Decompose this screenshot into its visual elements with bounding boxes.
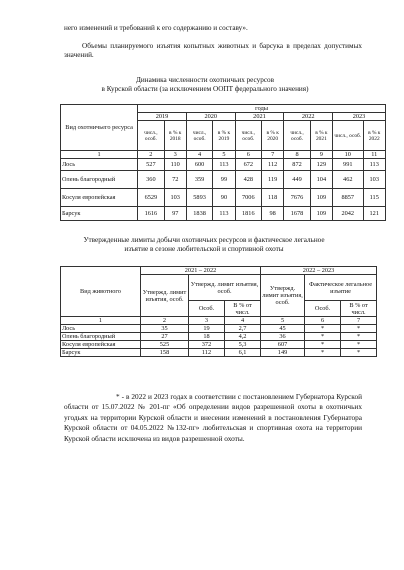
table1-subheader: числ., особ. xyxy=(235,121,261,151)
table2-species-header: Вид животного xyxy=(61,267,141,317)
intro-paragraph: Объемы планируемого изъятия копытных животных и барсука в пределах допустимых значений. xyxy=(64,42,362,60)
table2-cell: 372 xyxy=(189,341,225,349)
table2-cell: 6,1 xyxy=(225,349,261,357)
table2-osob-header: Особ. xyxy=(305,301,341,317)
table1-cell: 109 xyxy=(310,207,332,221)
table1-year: 2019 xyxy=(138,113,187,121)
table2-actual-header: Фактическое легальное изъятие xyxy=(305,275,377,301)
table1-cell: 991 xyxy=(333,159,363,171)
table1-year: 2021 xyxy=(235,113,284,121)
table2-row xyxy=(61,333,377,341)
table2-cell: * xyxy=(341,349,377,357)
table1-row xyxy=(61,207,386,221)
table1-year: 2020 xyxy=(186,113,235,121)
table1-species-cell: Лось xyxy=(61,159,138,171)
table2-title-line2: изъятие в сезоне любительской и спортивной охоты xyxy=(124,245,284,254)
table1-cell: 10 xyxy=(333,151,363,159)
table1-cell: 113 xyxy=(363,159,386,171)
table2-cell: 6 xyxy=(305,317,341,325)
table1-cell: 360 xyxy=(138,171,164,189)
table2-cell: * xyxy=(305,341,341,349)
table2-cell: * xyxy=(341,333,377,341)
table1-cell: 872 xyxy=(284,159,310,171)
table1-cell: 104 xyxy=(310,171,332,189)
table1-cell: 3 xyxy=(164,151,186,159)
table1-cell: 119 xyxy=(262,171,284,189)
table1-cell: 7676 xyxy=(284,189,310,207)
table2-cell: 35 xyxy=(141,325,189,333)
table1-subheader: в % к 2018 xyxy=(164,121,186,151)
limits-table xyxy=(60,266,377,357)
table2-cell: 4 xyxy=(225,317,261,325)
table2-cell: 149 xyxy=(261,349,305,357)
table1-subheader: в % к 2019 xyxy=(213,121,235,151)
table1-cell: 2 xyxy=(138,151,164,159)
table1-subheader: числ., особ. xyxy=(284,121,310,151)
table1-species-cell: Косуля европейская xyxy=(61,189,138,207)
table1-cell: 527 xyxy=(138,159,164,171)
table2-taken-header: Утвержд. лимит изъятия, особ. xyxy=(189,275,261,301)
table2-limit-header: Утвержд. лимит изъятия, особ. xyxy=(141,275,189,317)
table2-cell: * xyxy=(305,349,341,357)
table1-subheader: в % к 2022 xyxy=(363,121,386,151)
table2-cell: 3 xyxy=(189,317,225,325)
table2-title-line1: Утвержденные лимиты добычи охотничьих ресурсов и фактическое легальное xyxy=(83,236,325,244)
table1-cell: 6 xyxy=(235,151,261,159)
table1-cell: 1816 xyxy=(235,207,261,221)
table1-cell: 462 xyxy=(333,171,363,189)
table1-cell: 72 xyxy=(164,171,186,189)
table1-cell: 600 xyxy=(186,159,212,171)
table2-number-row xyxy=(61,317,377,325)
table1-cell: 115 xyxy=(363,189,386,207)
table1-cell: 121 xyxy=(363,207,386,221)
table2-title xyxy=(34,236,374,254)
table1-subheader: числ., особ. xyxy=(333,121,363,151)
table1-year: 2022 xyxy=(284,113,333,121)
table2-cell: * xyxy=(305,333,341,341)
table1-cell: 11 xyxy=(363,151,386,159)
table2-cell: 19 xyxy=(189,325,225,333)
table1-row xyxy=(61,159,386,171)
table2-cell: 2,7 xyxy=(225,325,261,333)
table2-cell: 27 xyxy=(141,333,189,341)
table1-title-line1: Динамика численности охотничьих ресурсов xyxy=(135,76,275,84)
table2-cell: 5,3 xyxy=(225,341,261,349)
table1-cell: 7006 xyxy=(235,189,261,207)
table2-limit-header: Утвержд. лимит изъятия, особ. xyxy=(261,275,305,317)
table1-cell: 113 xyxy=(213,159,235,171)
table1-title xyxy=(40,76,370,94)
footnote: * - в 2022 и 2023 годах в соответствии с постановлением Губернатора Курской области от 15.07.2022 № 201-пг «Об определении видов разрешенной охоты в охотничьих угодьях на территории Курской области и внесении изменений в постановления Губернатора Курской области от 04.05.2022 №132-пг» любительская и спортивная охота на территории Курской области исключена из видов разрешенной охоты. xyxy=(64,392,362,443)
table2-row xyxy=(61,349,377,357)
table1-cell: 5893 xyxy=(186,189,212,207)
table1-cell: 672 xyxy=(235,159,261,171)
table2-cell: 36 xyxy=(261,333,305,341)
table1-cell: 110 xyxy=(164,159,186,171)
table1-cell: 5 xyxy=(213,151,235,159)
table1-cell: 7 xyxy=(262,151,284,159)
table1-cell: 1838 xyxy=(186,207,212,221)
table1-year: 2023 xyxy=(333,113,386,121)
table1-cell: 1 xyxy=(61,151,138,159)
table1-title-line2: в Курской области (за исключением ООПТ федерального значения) xyxy=(101,85,309,94)
table1-cell: 9 xyxy=(310,151,332,159)
table1-cell: 113 xyxy=(213,207,235,221)
table2-cell: 4,2 xyxy=(225,333,261,341)
table1-cell: 1678 xyxy=(284,207,310,221)
table1-species-cell: Барсук xyxy=(61,207,138,221)
table2-osob-header: Особ. xyxy=(189,301,225,317)
table1-species-cell: Олень благородный xyxy=(61,171,138,189)
table1-cell: 8 xyxy=(284,151,310,159)
table1-subheader: числ., особ. xyxy=(138,121,164,151)
table1-row xyxy=(61,171,386,189)
intro-line: него изменений и требований к его содержанию и составу». xyxy=(64,24,248,32)
table2-cell: 607 xyxy=(261,341,305,349)
table1-cell: 428 xyxy=(235,171,261,189)
table1-cell: 109 xyxy=(310,189,332,207)
table1-cell: 103 xyxy=(363,171,386,189)
table1-cell: 90 xyxy=(213,189,235,207)
table2-row xyxy=(61,341,377,349)
table2-pct-header: В % от числ. xyxy=(225,301,261,317)
table2-row xyxy=(61,325,377,333)
table1-cell: 103 xyxy=(164,189,186,207)
table1-cell: 6529 xyxy=(138,189,164,207)
table2-period: 2021 – 2022 xyxy=(141,267,261,275)
table2-cell: 525 xyxy=(141,341,189,349)
table2-cell: 5 xyxy=(261,317,305,325)
table2-period: 2022 – 2023 xyxy=(261,267,377,275)
table2-cell: 112 xyxy=(189,349,225,357)
table1-cell: 129 xyxy=(310,159,332,171)
table2-species-cell: Косуля европейская xyxy=(61,341,141,349)
table1-cell: 118 xyxy=(262,189,284,207)
table1-cell: 99 xyxy=(213,171,235,189)
table1-subheader: в % к 2021 xyxy=(310,121,332,151)
table1-cell: 449 xyxy=(284,171,310,189)
table1-cell: 112 xyxy=(262,159,284,171)
table2-species-cell: Лось xyxy=(61,325,141,333)
table1-cell: 2042 xyxy=(333,207,363,221)
table1-cell: 1616 xyxy=(138,207,164,221)
table2-cell: 7 xyxy=(341,317,377,325)
table2-species-cell: Олень благородный xyxy=(61,333,141,341)
table2-cell: 158 xyxy=(141,349,189,357)
table2-cell: * xyxy=(341,325,377,333)
table1-cell: 98 xyxy=(262,207,284,221)
table2-cell: 18 xyxy=(189,333,225,341)
table2-species-cell: Барсук xyxy=(61,349,141,357)
table1-subheader: в % к 2020 xyxy=(262,121,284,151)
table1-subheader: числ., особ. xyxy=(186,121,212,151)
table1-number-row xyxy=(61,151,386,159)
table1-cell: 4 xyxy=(186,151,212,159)
table2-cell: * xyxy=(305,325,341,333)
table2-cell: 45 xyxy=(261,325,305,333)
table2-cell: * xyxy=(341,341,377,349)
table1-species-header: Вид охотничьего ресурса xyxy=(61,105,138,151)
table1-cell: 359 xyxy=(186,171,212,189)
table2-pct-header: В % от числ. xyxy=(341,301,377,317)
table1-row xyxy=(61,189,386,207)
table1-years-label: годы xyxy=(138,105,386,113)
table2-cell: 1 xyxy=(61,317,141,325)
table1-cell: 97 xyxy=(164,207,186,221)
population-table xyxy=(60,104,386,221)
table2-cell: 2 xyxy=(141,317,189,325)
table1-cell: 8857 xyxy=(333,189,363,207)
